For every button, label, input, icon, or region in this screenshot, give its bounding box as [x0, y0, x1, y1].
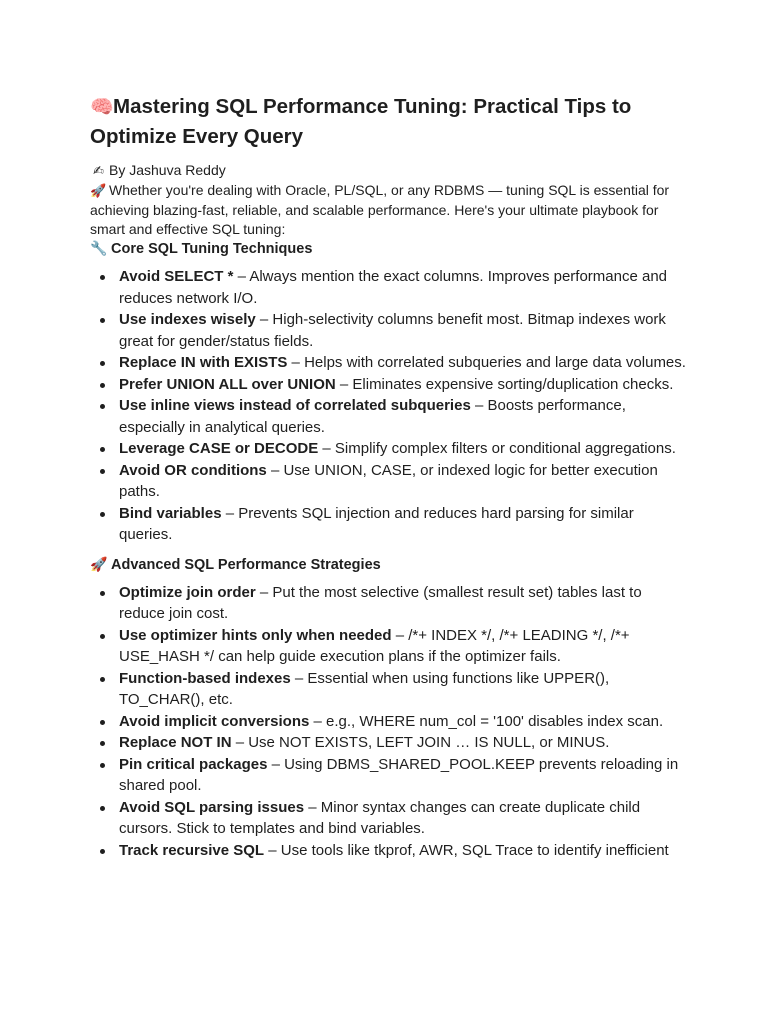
page-title-text: Mastering SQL Performance Tuning: Practical Tips to Optimize Every Query: [90, 95, 632, 148]
tip-term: Avoid implicit conversions: [119, 712, 310, 730]
rocket-icon: 🚀: [90, 556, 108, 573]
list-item: [90, 374, 688, 396]
tip-description: – Boosts performance, especially in analytical queries.: [119, 397, 626, 436]
tip-description: – Minor syntax changes can create duplicate child cursors. Stick to templates and bind variables.: [119, 798, 641, 837]
tip-term: Avoid SELECT *: [119, 268, 234, 285]
author-line: [90, 161, 688, 181]
list-item: [90, 797, 688, 840]
tip-term: Avoid SQL parsing issues: [119, 798, 305, 816]
intro-paragraph: [90, 181, 688, 239]
intro-text: Whether you're dealing with Oracle, PL/SQL, or any RDBMS — tuning SQL is essential for achieving blazing-fast, reliable, and scalable performance. Here's your ultimate playbook for smart and effective SQL tuning:: [90, 182, 670, 237]
advanced-strategies-list: [90, 582, 688, 862]
list-item: [90, 732, 688, 754]
tip-term: Track recursive SQL: [119, 841, 265, 859]
tip-term: Pin critical packages: [119, 755, 268, 773]
core-techniques-list: [90, 266, 688, 546]
rocket-icon: 🚀: [90, 184, 107, 199]
tip-description: – /*+ INDEX */, /*+ LEADING */, /*+ USE_HASH */ can help guide execution plans if the optimizer fails.: [119, 626, 630, 665]
list-item: [90, 582, 688, 625]
tip-term: Function-based indexes: [119, 669, 291, 687]
tip-term: Optimize join order: [119, 583, 256, 601]
tip-description: – Use UNION, CASE, or indexed logic for better execution paths.: [119, 461, 658, 500]
list-item: [90, 754, 688, 797]
tip-description: – Use NOT EXISTS, LEFT JOIN … IS NULL, or MINUS.: [231, 734, 610, 751]
tip-term: Replace NOT IN: [119, 734, 232, 751]
tip-term: Avoid OR conditions: [119, 461, 267, 479]
list-item: [90, 840, 688, 862]
tip-description: – Essential when using functions like UPPER(), TO_CHAR(), etc.: [119, 669, 610, 708]
tip-description: – Put the most selective (smallest result set) tables last to reduce join cost.: [119, 583, 642, 622]
tip-description: – e.g., WHERE num_col = '100' disables index scan.: [309, 712, 664, 730]
list-item: [90, 668, 688, 711]
tip-term: Prefer UNION ALL over UNION: [119, 375, 336, 393]
list-item: [90, 503, 688, 546]
core-techniques-heading: [90, 239, 688, 259]
tip-description: – Prevents SQL injection and reduces hard parsing for similar queries.: [119, 504, 634, 543]
writing-hand-icon: ✍: [93, 164, 104, 179]
brain-icon: 🧠: [90, 96, 114, 118]
tip-term: Use inline views instead of correlated subqueries: [119, 397, 471, 414]
tip-description: – Always mention the exact columns. Improves performance and reduces network I/O.: [119, 268, 668, 307]
list-item: [90, 438, 688, 460]
tip-description: – Eliminates expensive sorting/duplication checks.: [335, 375, 674, 393]
core-heading-text: Core SQL Tuning Techniques: [111, 241, 313, 257]
list-item: [90, 309, 688, 352]
list-item: [90, 460, 688, 503]
advanced-heading-text: Advanced SQL Performance Strategies: [111, 556, 381, 573]
tip-term: Bind variables: [119, 504, 222, 522]
wrench-icon: 🔧: [90, 241, 108, 257]
page-title: [90, 92, 688, 151]
list-item: [90, 352, 688, 374]
tip-description: – Use tools like tkprof, AWR, SQL Trace to identify inefficient: [264, 841, 669, 859]
list-item: [90, 625, 688, 668]
list-item: [90, 266, 688, 309]
tip-term: Replace IN with EXISTS: [119, 354, 288, 371]
tip-description: – Helps with correlated subqueries and large data volumes.: [287, 354, 686, 371]
tip-term: Use optimizer hints only when needed: [119, 626, 392, 644]
author-name: By Jashuva Reddy: [109, 162, 226, 178]
list-item: [90, 711, 688, 733]
tip-description: – Using DBMS_SHARED_POOL.KEEP prevents reloading in shared pool.: [119, 755, 679, 794]
advanced-strategies-heading: [90, 555, 688, 575]
list-item: [90, 395, 688, 438]
tip-description: – Simplify complex filters or conditional aggregations.: [318, 440, 676, 457]
tip-description: – High-selectivity columns benefit most. Bitmap indexes work great for gender/status fields.: [119, 311, 666, 350]
tip-term: Use indexes wisely: [119, 311, 256, 328]
tip-term: Leverage CASE or DECODE: [119, 440, 319, 457]
